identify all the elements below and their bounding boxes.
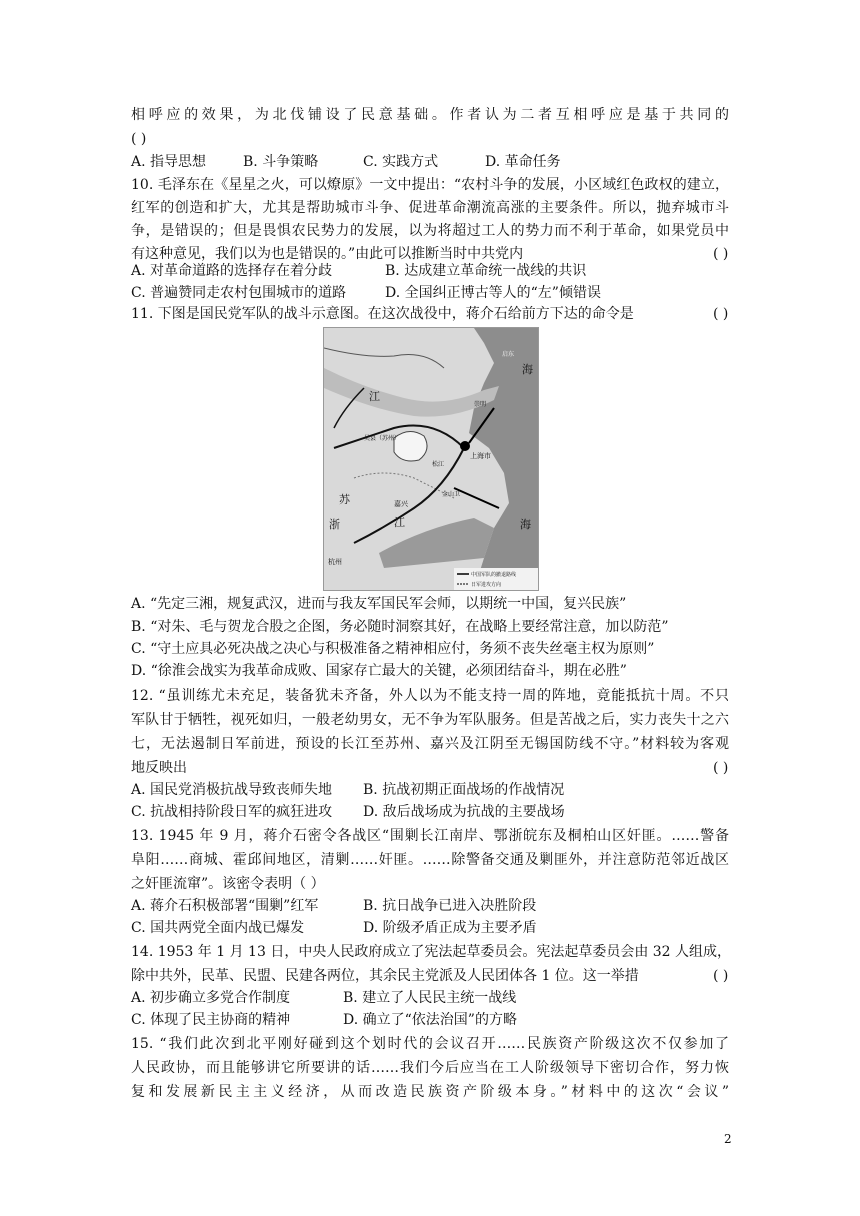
q10-stem-line-2: 红军的创造和扩大，尤其是帮助城市斗争、促进革命潮流高涨的主要条件。所以，抛弃城市斗 [131,200,729,216]
q14-option-d[interactable]: D. 确立了“依法治国”的方略 [343,1012,517,1028]
q10-stem-line-3: 争，是错误的；但是畏惧农民势力的发展，以为将超过工人的势力而不利于革命，如果党员中 [131,223,729,239]
q10-stem-line-4: 有这种意见，我们以为也是错误的。”由此可以推断当时中共党内 [131,246,524,262]
q10-option-c[interactable]: C. 普遍赞同走农村包围城市的道路 [131,285,347,301]
q12-stem-line-3: 七，无法遏制日军前进，预设的长江至苏州、嘉兴及江阴至无锡国防线不守。”材料较为客观 [131,736,729,752]
legend-attack-label: 日军进攻方向 [471,582,502,588]
q11-answer-paren: ( ) [713,306,729,322]
q13-stem-line-3: 之奸匪流窜”。该密令表明（ ） [131,876,325,892]
q10-option-a[interactable]: A. 对革命道路的选择存在着分歧 [131,263,333,279]
q12-option-d[interactable]: D. 敌后战场成为抗战的主要战场 [363,804,565,820]
q10-answer-paren: ( ) [713,246,729,262]
q10-option-d[interactable]: D. 全国纠正博古等人的“左”倾错误 [385,285,601,301]
q10-options-row-2 [131,284,729,302]
q10-option-b[interactable]: B. 达成建立革命统一战线的共识 [385,263,587,279]
q14-option-a[interactable]: A. 初步确立多党合作制度 [131,990,291,1006]
q13-option-a[interactable]: A. 蒋介石积极部署“围剿”红军 [131,898,319,914]
map-label-su: 苏 [339,493,350,506]
battle-map [323,327,539,591]
map-label-sea-1: 海 [522,363,533,376]
q12-option-a[interactable]: A. 国民党消极抗战导致丧师失地 [131,782,333,798]
q9-option-b[interactable]: B. 斗争策略 [243,154,319,170]
q12-stem-line-2: 军队甘于牺牲，视死如归，一般老幼男女，无不争为军队服务。但是苦战之后，实力丧失十之六 [131,712,729,728]
q10-stem-line-1: 10. 毛泽东在《星星之火，可以燎原》一文中提出：“农村斗争的发展，小区域红色政权的建立， [131,177,729,193]
q9-stem-line: 相呼应的效果，为北伐铺设了民意基础。作者认为二者互相呼应是基于共同的 [131,107,729,123]
map-label-wuxian: 吴县（苏州） [364,435,401,442]
q14-option-c[interactable]: C. 体现了民主协商的精神 [131,1012,291,1028]
q14-stem-line-1: 14. 1953 年 1 月 13 日，中央人民政府成立了宪法起草委员会。宪法起草委员会由 32 人组成， [131,944,732,960]
q11-option-c[interactable]: C. “守土应具必死决战之决心与积极准备之精神相应付，务须不丧失丝毫主权为原则” [131,641,655,657]
q12-option-b[interactable]: B. 抗战初期正面战场的作战情况 [363,782,565,798]
q13-option-c[interactable]: C. 国共两党全面内战已爆发 [131,920,305,936]
q11-option-b[interactable]: B. “对朱、毛与贺龙合股之企图，务必随时洞察其好，在战略上要经常注意，加以防范” [131,619,669,635]
q14-option-b[interactable]: B. 建立了人民民主统一战线 [343,990,517,1006]
q14-stem-line-2: 除中共外，民革、民盟、民建各两位，其余民主党派及人民团体各 1 位。这一举措 [131,968,639,984]
q15-stem-line-3: 复和发展新民主主义经济，从而改造民族资产阶级本身。”材料中的这次“会议” [131,1084,729,1100]
map-label-qidong: 启东 [502,351,515,358]
q13-stem-line-2: 阜阳……商城、霍邱间地区，清剿……奸匪。……除警备交通及剿匪外，并注意防范邻近战区 [131,852,729,868]
q13-stem-line-1: 13. 1945 年 9 月，蒋介石密令各战区“围剿长江南岸、鄂浙皖东及桐柏山区奸匪。……警备 [131,828,729,844]
map-label-jiang-2: 江 [394,516,405,529]
battle-map-svg [324,328,538,590]
q12-stem-line-1: 12. “虽训练尤未充足，装备犹未齐备，外人以为不能支持一周的阵地，竟能抵抗十周。不只 [131,688,729,704]
q12-options-row-2 [131,803,729,821]
q13-option-b[interactable]: B. 抗日战争已进入决胜阶段 [363,898,537,914]
q9-option-c[interactable]: C. 实践方式 [363,154,439,170]
map-label-zhe: 浙 [329,518,340,531]
q12-stem-line-4: 地反映出 [131,760,187,776]
page-number: 2 [724,1132,732,1146]
q13-options-row-2 [131,919,729,937]
q14-options-row-1 [131,989,729,1007]
map-label-sea-2: 海 [520,518,531,531]
map-label-jiang-1: 江 [369,390,380,403]
shanghai-marker [460,441,470,451]
map-label-shanghai: 上海市 [470,452,491,460]
q9-answer-paren: ( ) [131,131,147,147]
q15-stem-line-2: 人民政协，而且能够讲它所要讲的话……我们今后应当在工人阶级领导下密切合作，努力恢 [131,1060,729,1076]
legend-retreat-label: 中国军队的撤退路线 [471,572,517,578]
map-label-chongming: 崇明 [474,401,487,408]
q11-stem: 11. 下图是国民党军队的战斗示意图。在这次战役中，蒋介石给前方下达的命令是 [131,306,634,322]
q13-options-row-1 [131,897,729,915]
q11-option-d[interactable]: D. “徐淮会战实为我革命成败、国家存亡最大的关键，必须团结奋斗，期在必胜” [131,663,627,679]
q12-option-c[interactable]: C. 抗战相持阶段日军的疯狂进攻 [131,804,333,820]
map-label-songjiang: 松江 [432,461,445,468]
q15-stem-line-1: 15. “我们此次到北平刚好碰到这个划时代的会议召开……民族资产阶级这次不仅参加了 [131,1036,729,1052]
q12-options-row-1 [131,781,729,799]
q11-option-a[interactable]: A. “先定三湘，规复武汉，进而与我友军国民军会师，以期统一中国，复兴民族” [131,596,627,612]
q9-option-a[interactable]: A. 指导思想 [131,154,207,170]
map-label-hangzhou: 杭州 [328,558,342,566]
q14-answer-paren: ( ) [713,968,729,984]
map-label-jinshanwei: 金山卫 [442,491,461,498]
q9-option-d[interactable]: D. 革命任务 [485,154,561,170]
map-label-jiaxing: 嘉兴 [394,500,408,508]
q12-answer-paren: ( ) [713,760,729,776]
q13-option-d[interactable]: D. 阶级矛盾正成为主要矛盾 [363,920,537,936]
q14-options-row-2 [131,1011,729,1029]
q10-options-row-1 [131,262,729,280]
